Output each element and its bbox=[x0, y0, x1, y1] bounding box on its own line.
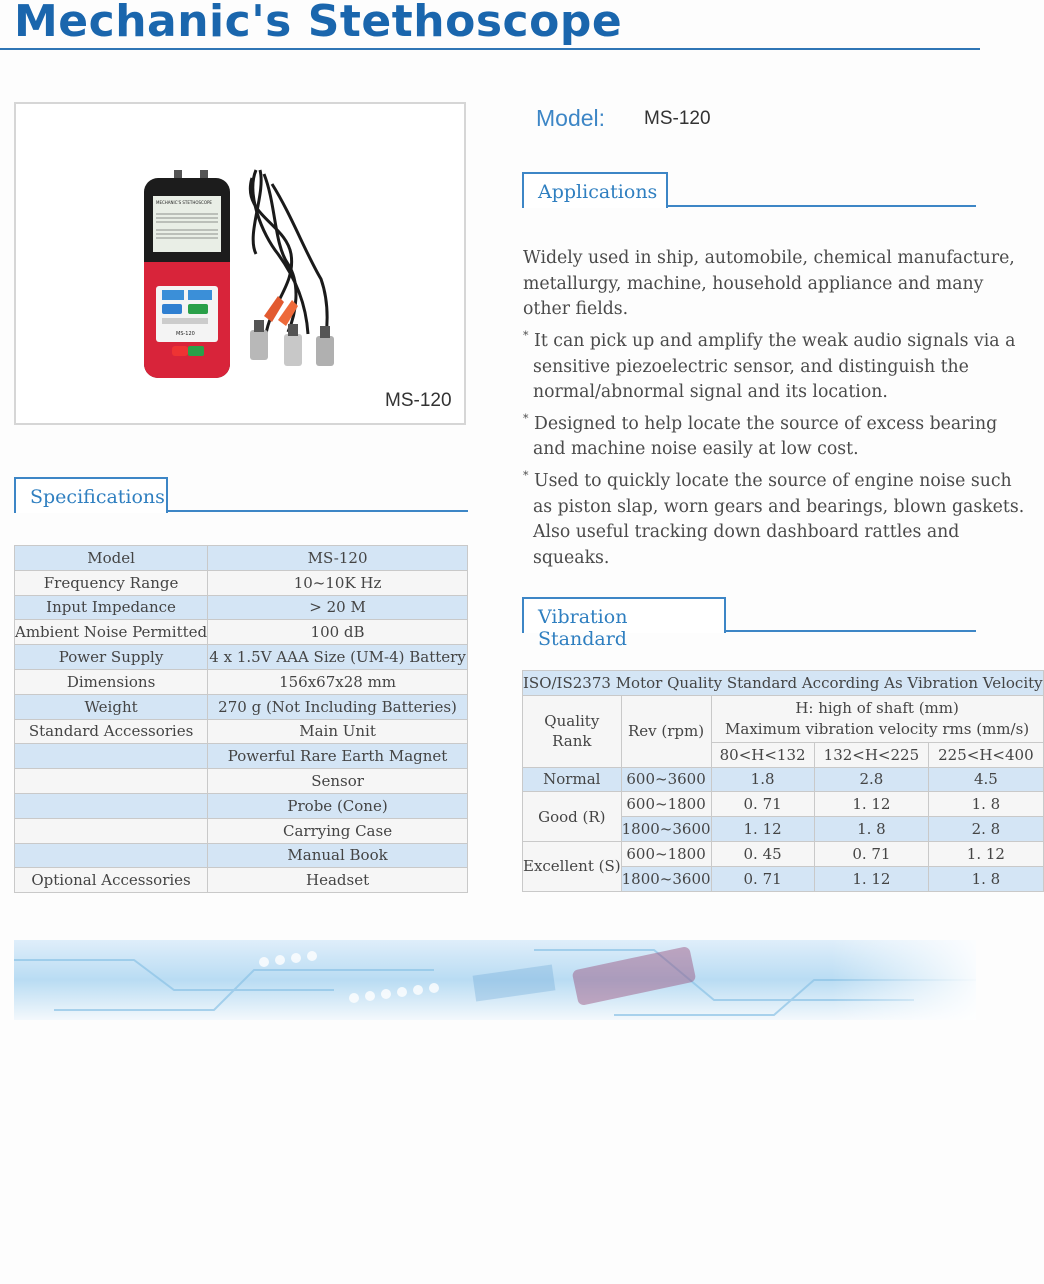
table-row: Frequency Range 10~10K Hz bbox=[15, 570, 468, 595]
vibration-heading: Vibration Standard bbox=[522, 597, 726, 633]
specifications-table bbox=[14, 545, 468, 893]
table-row: Sensor bbox=[15, 769, 468, 794]
table-row: Probe (Cone) bbox=[15, 793, 468, 818]
table-row: Good (R) 600~1800 0. 71 1. 12 1. 8 bbox=[523, 792, 1044, 817]
vibration-table bbox=[522, 670, 1044, 892]
table-row: Manual Book bbox=[15, 843, 468, 868]
table-row: Model MS-120 bbox=[15, 546, 468, 571]
table-row: Power Supply 4 x 1.5V AAA Size (UM-4) Battery bbox=[15, 645, 468, 670]
circuit-board-banner bbox=[14, 940, 976, 1020]
specifications-heading: Specifications bbox=[14, 477, 168, 513]
app-bullet-line: * It can pick up and amplify the weak audio signals via a bbox=[523, 329, 1016, 351]
stethoscope-device bbox=[144, 170, 230, 378]
sensor-probes bbox=[250, 320, 334, 366]
table-row: ISO/IS2373 Motor Quality Standard According As Vibration Velocity bbox=[523, 671, 1044, 696]
table-row: Normal 600~3600 1.8 2.8 4.5 bbox=[523, 767, 1044, 792]
page-title: Mechanic's Stethoscope bbox=[14, 0, 623, 47]
photo-caption: MS-120 bbox=[385, 390, 452, 411]
table-row: Input Impedance > 20 M bbox=[15, 595, 468, 620]
product-photo-frame bbox=[14, 102, 466, 425]
table-row: 1800~3600 0. 71 1. 12 1. 8 bbox=[523, 866, 1044, 891]
app-bullet-line: sensitive piezoelectric sensor, and distinguish the bbox=[533, 356, 969, 377]
circuit-banner-graphic bbox=[14, 940, 976, 1020]
vibration-heading-rule bbox=[724, 630, 976, 632]
table-row: Powerful Rare Earth Magnet bbox=[15, 744, 468, 769]
table-row: Dimensions 156x67x28 mm bbox=[15, 669, 468, 694]
device-brand-label: MECHANIC'S STETHOSCOPE bbox=[156, 200, 212, 205]
title-rule bbox=[0, 48, 980, 50]
app-bullet-line: as piston slap, worn gears and bearings, blown gaskets. bbox=[533, 496, 1025, 517]
app-intro-line: metallurgy, machine, household appliance and many bbox=[523, 273, 984, 294]
product-photo bbox=[16, 104, 464, 423]
table-row: Optional Accessories Headset bbox=[15, 868, 468, 893]
app-bullet-line: Also useful tracking down dashboard rattles and bbox=[533, 522, 960, 543]
device-model-label: MS-120 bbox=[176, 331, 195, 337]
table-row: Weight 270 g (Not Including Batteries) bbox=[15, 694, 468, 719]
applications-heading-rule bbox=[666, 205, 976, 207]
applications-heading: Applications bbox=[522, 172, 668, 208]
app-bullet-line: * Used to quickly locate the source of engine noise such bbox=[523, 469, 1012, 491]
model-label: Model: bbox=[536, 105, 606, 131]
app-bullet-line: * Designed to help locate the source of excess bearing bbox=[523, 411, 998, 434]
table-row: Ambient Noise Permitted 100 dB bbox=[15, 620, 468, 645]
table-row: Standard Accessories Main Unit bbox=[15, 719, 468, 744]
model-value: MS-120 bbox=[644, 108, 711, 129]
table-row: 1800~3600 1. 12 1. 8 2. 8 bbox=[523, 817, 1044, 842]
app-bullet-line: normal/abnormal signal and its location. bbox=[533, 382, 888, 403]
app-intro-line: other fields. bbox=[523, 299, 629, 320]
app-bullet-line: and machine noise easily at low cost. bbox=[533, 439, 859, 460]
table-row: Carrying Case bbox=[15, 818, 468, 843]
applications-text bbox=[523, 246, 1025, 572]
table-row: Quality Rank Rev (rpm) H: high of shaft (mm) Maximum vibration velocity rms (mm/s) bbox=[523, 695, 1044, 742]
table-row: Excellent (S) 600~1800 0. 45 0. 71 1. 12 bbox=[523, 841, 1044, 866]
specifications-heading-rule bbox=[166, 510, 468, 512]
app-bullet-line: squeaks. bbox=[533, 548, 610, 569]
table-row: 80<H<132 132<H<225 225<H<400 bbox=[523, 742, 1044, 767]
app-intro-line: Widely used in ship, automobile, chemical manufacture, bbox=[523, 248, 1015, 268]
